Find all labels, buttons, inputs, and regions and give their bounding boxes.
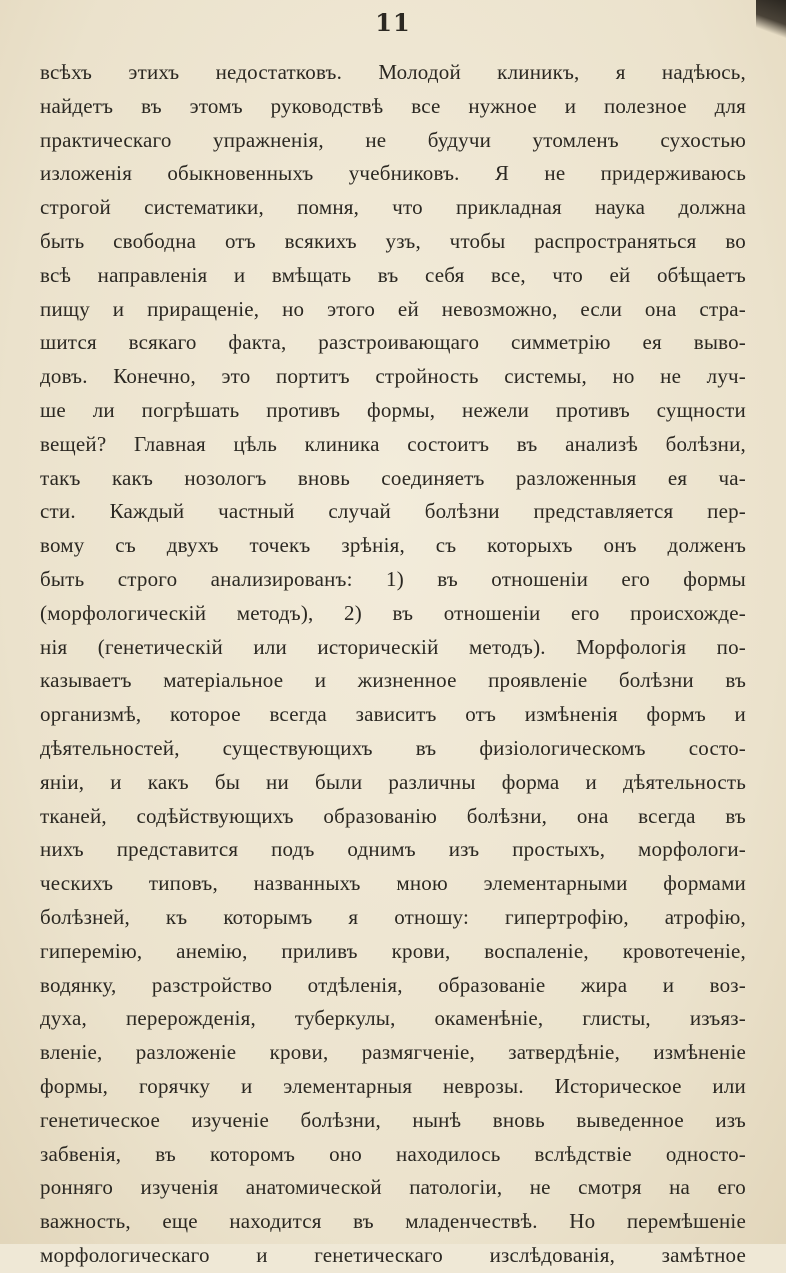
text-line: нія (генетическій или историческій методъ). Морфологія по- [40,634,746,659]
text-line: довъ. Конечно, это портитъ стройность системы, но не луч- [40,364,746,389]
text-line: быть свободна отъ всякихъ узъ, чтобы распространяться во [40,228,746,253]
text-line: быть строго анализированъ: 1) въ отношеніи его формы [40,566,746,591]
text-line: водянку, разстройство отдѣленія, образованіе жира и воз- [40,972,746,997]
text-line: ше ли погрѣшать противъ формы, нежели противъ сущности [40,397,746,422]
text-line: казываетъ матеріальное и жизненное проявленіе болѣзни въ [40,668,746,693]
page-text-body [40,56,746,1273]
text-line: найдетъ въ этомъ руководствѣ все нужное и полезное для [40,93,746,118]
text-line: сти. Каждый частный случай болѣзни представляется пер- [40,499,746,524]
text-line: шится всякаго факта, разстроивающаго симметрію ея выво- [40,330,746,355]
text-line: практическаго упражненія, не будучи утомленъ сухостью [40,127,746,152]
text-line: ческихъ типовъ, названныхъ мною элементарными формами [40,871,746,896]
text-line: пищу и приращеніе, но этого ей невозможно, если она стра- [40,296,746,321]
text-line: яніи, и какъ бы ни были различны форма и дѣятельность [40,769,746,794]
text-line: всѣхъ этихъ недостатковъ. Молодой клиникъ, я надѣюсь, [40,60,746,84]
text-line: (морфологическій методъ), 2) въ отношеніи его происхожде- [40,600,746,625]
text-line: организмѣ, которое всегда зависитъ отъ измѣненія формъ и [40,702,746,727]
text-line: вому съ двухъ точекъ зрѣнія, съ которыхъ онъ долженъ [40,533,746,558]
text-line: болѣзней, къ которымъ я отношу: гипертрофію, атрофію, [40,904,746,929]
text-line: дѣятельностей, существующихъ въ физіологическомъ состо- [40,735,746,760]
text-line: тканей, содѣйствующихъ образованію болѣзни, она всегда въ [40,803,746,828]
text-line: всѣ направленія и вмѣщать въ себя все, что ей обѣщаетъ [40,262,746,287]
text-line: изложенія обыкновенныхъ учебниковъ. Я не придерживаюсь [40,161,746,186]
page-number: 11 [375,8,411,37]
text-line: такъ какъ нозологъ вновь соединяетъ разложенныя ея ча- [40,465,746,490]
text-line: формы, горячку и элементарныя неврозы. Историческое или [40,1073,746,1098]
text-line: вленіе, разложеніе крови, размягченіе, затвердѣніе, измѣненіе [40,1040,746,1065]
text-line: гиперемію, анемію, приливъ крови, воспаленіе, кровотеченіе, [40,938,746,963]
text-line: строгой систематики, помня, что прикладная наука должна [40,195,746,220]
text-line: генетическое изученіе болѣзни, нынѣ вновь выведенное изъ [40,1107,746,1132]
text-line: вещей? Главная цѣль клиника состоитъ въ анализѣ болѣзни, [40,431,746,456]
text-line: духа, перерожденія, туберкулы, окаменѣніе, глисты, изъяз- [40,1006,746,1031]
text-line: ронняго изученія анатомической патологіи, не смотря на его [40,1175,746,1200]
text-line: забвенія, въ которомъ оно находилось вслѣдствіе односто- [40,1141,746,1166]
text-line: важность, еще находится въ младенчествѣ. Но перемѣшеніе [40,1209,746,1234]
text-line: морфологическаго и генетическаго изслѣдованія, замѣтное [40,1242,746,1267]
text-line: нихъ представится подъ однимъ изъ простыхъ, морфологи- [40,837,746,862]
